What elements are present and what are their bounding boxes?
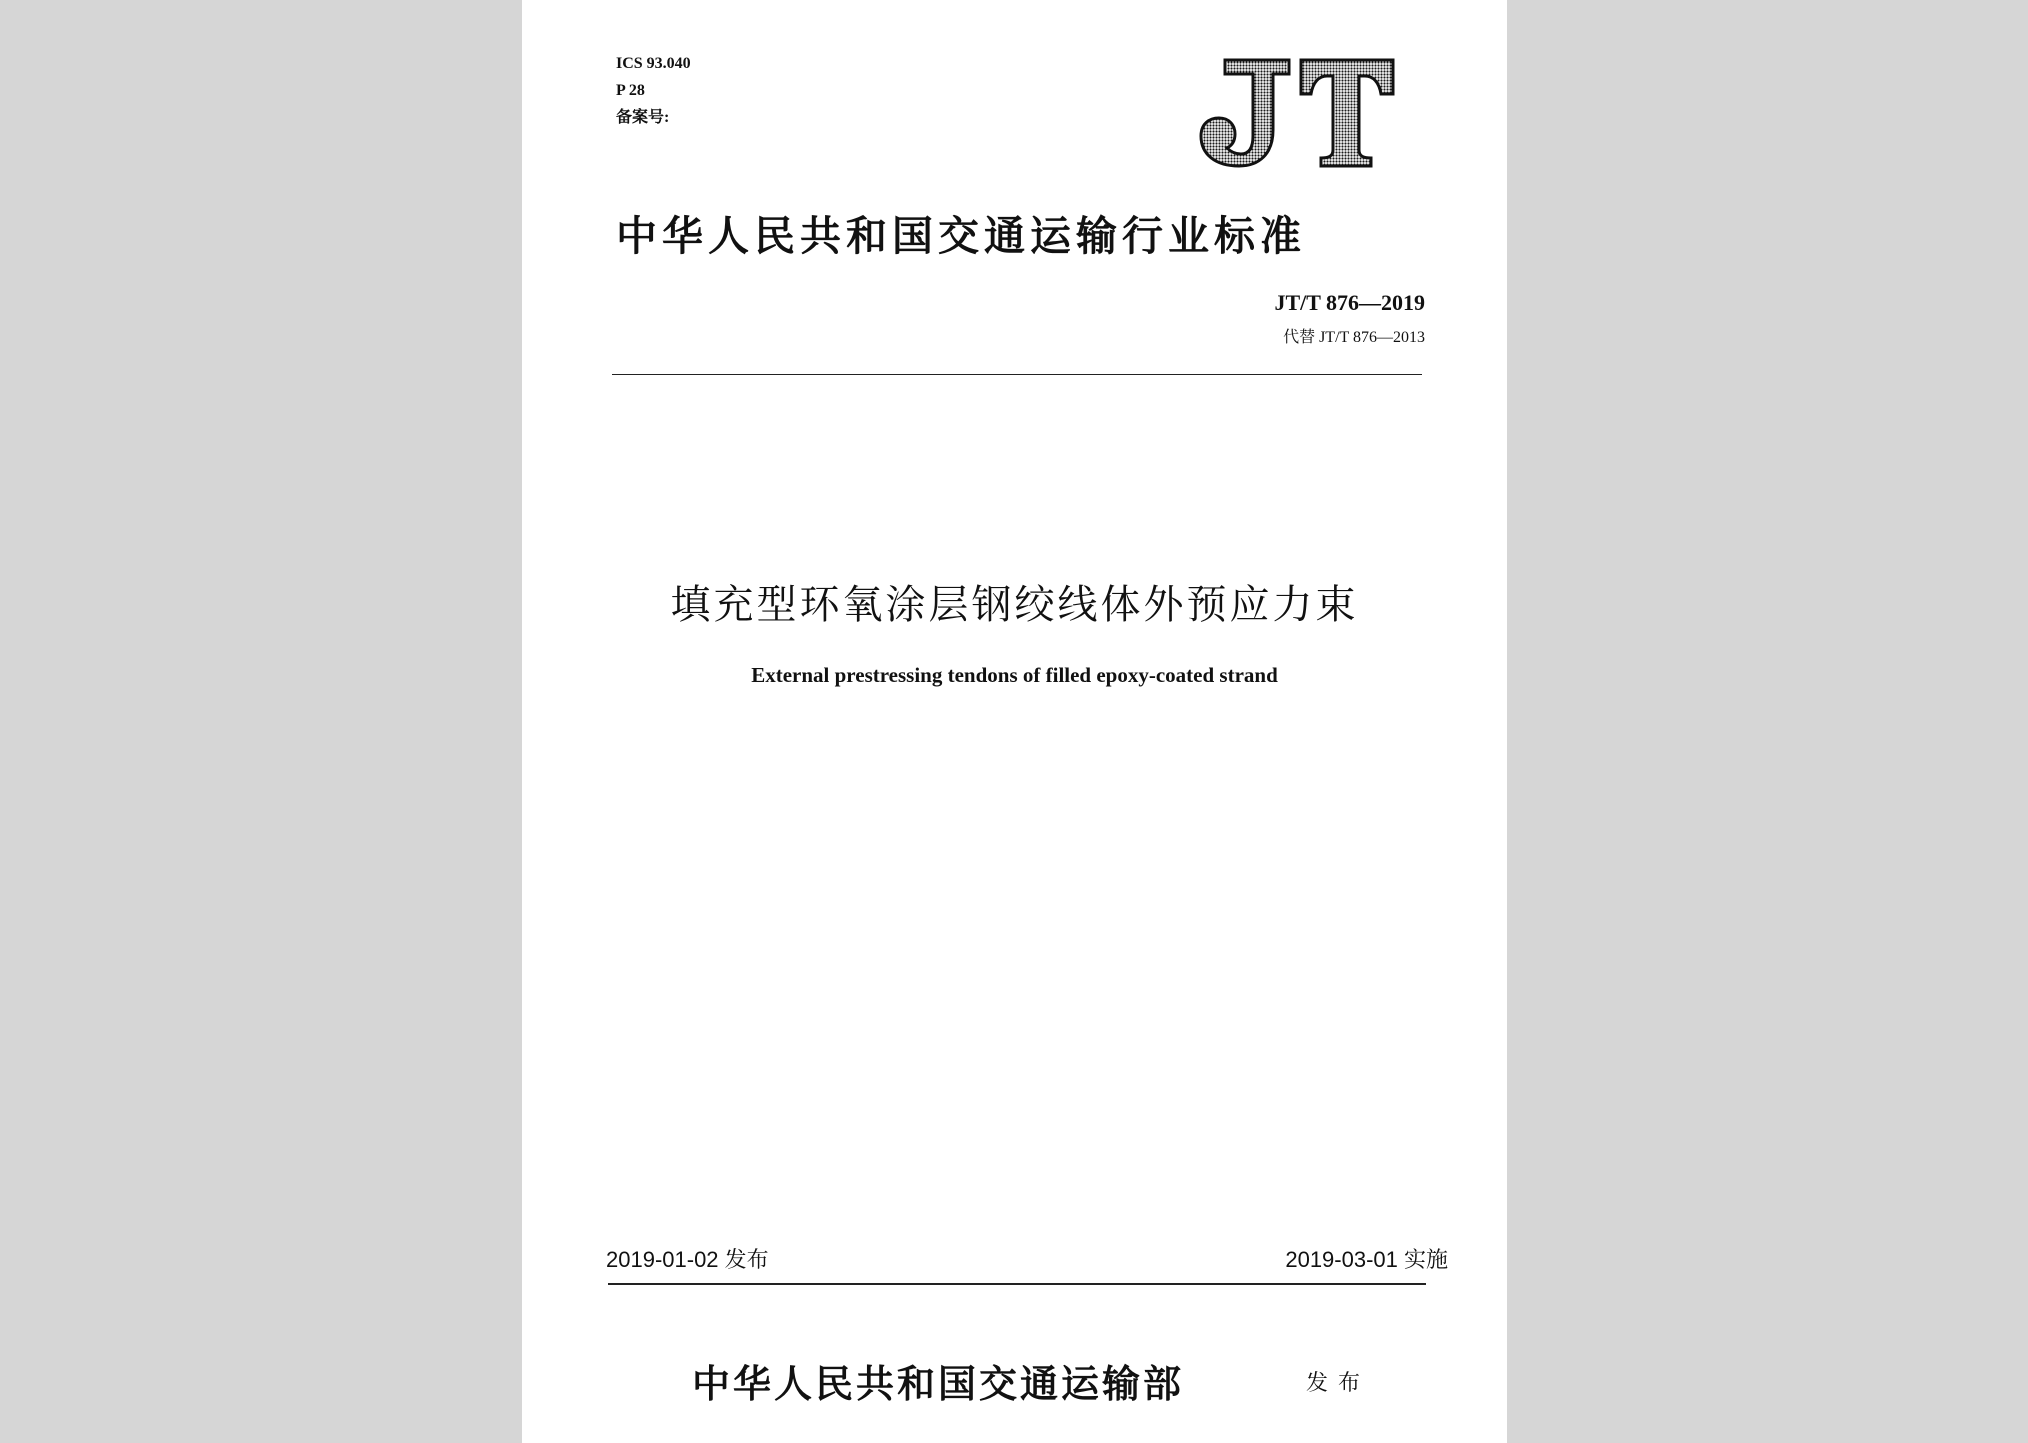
- standard-number: JT/T 876—2019: [1274, 290, 1425, 315]
- cover-page: [522, 0, 1507, 1443]
- document-title-en: External prestressing tendons of filled epoxy-coated strand: [751, 663, 1278, 687]
- issue-date: 2019-01-02 发布: [606, 1247, 769, 1272]
- effective-date: 2019-03-01 实施: [1285, 1247, 1448, 1272]
- header-divider: [612, 374, 1422, 375]
- ministry-standard-title: 中华人民共和国交通运输行业标准: [616, 212, 1306, 260]
- record-number: 备案号:: [616, 109, 670, 126]
- classification-code: P 28: [616, 82, 645, 99]
- issuing-authority: 中华人民共和国交通运输部: [692, 1362, 1185, 1406]
- ics-code: ICS 93.040: [616, 55, 691, 72]
- footer-divider: [608, 1283, 1426, 1285]
- document-title-cn: 填充型环氧涂层钢绞线体外预应力束: [670, 582, 1359, 628]
- jt-logo: [1197, 52, 1397, 170]
- replaces-standard: 代替 JT/T 876—2013: [1283, 329, 1425, 346]
- metadata-block: [616, 50, 691, 131]
- issuing-label: 发布: [1306, 1371, 1371, 1396]
